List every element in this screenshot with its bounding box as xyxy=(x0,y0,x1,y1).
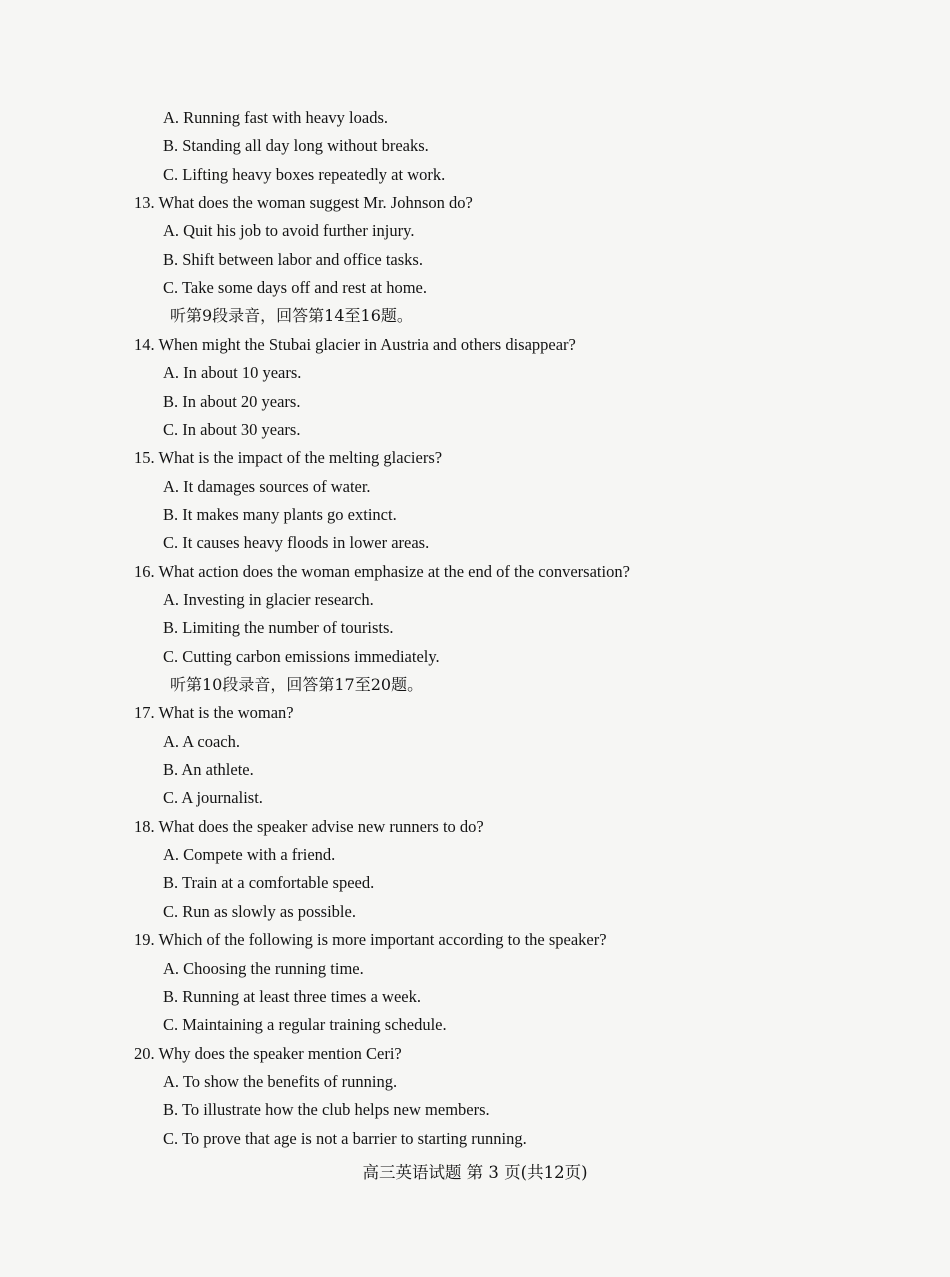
answer-option: B. In about 20 years. xyxy=(163,392,301,411)
answer-option: A. In about 10 years. xyxy=(163,363,302,382)
answer-option: A. Choosing the running time. xyxy=(163,959,364,978)
answer-option: C. To prove that age is not a barrier to starting running. xyxy=(163,1129,527,1148)
answer-option: B. To illustrate how the club helps new members. xyxy=(163,1100,490,1119)
answer-option: C. Run as slowly as possible. xyxy=(163,902,356,921)
question-stem: 19. Which of the following is more important according to the speaker? xyxy=(134,930,607,949)
question-stem: 15. What is the impact of the melting glaciers? xyxy=(134,448,443,467)
answer-option: A. It damages sources of water. xyxy=(163,477,371,496)
answer-option: C. Lifting heavy boxes repeatedly at work. xyxy=(163,165,446,184)
section-instruction: 听第10段录音，回答第17至20题。 xyxy=(170,675,424,694)
answer-option: C. In about 30 years. xyxy=(163,420,301,439)
answer-option: B. It makes many plants go extinct. xyxy=(163,505,397,524)
answer-option: C. Take some days off and rest at home. xyxy=(163,278,428,297)
question-stem: 17. What is the woman? xyxy=(134,703,294,722)
answer-option: B. Standing all day long without breaks. xyxy=(163,136,429,155)
answer-option: B. Train at a comfortable speed. xyxy=(163,873,375,892)
question-stem: 18. What does the speaker advise new runners to do? xyxy=(134,817,484,836)
question-stem: 20. Why does the speaker mention Ceri? xyxy=(134,1044,402,1063)
answer-option: C. Cutting carbon emissions immediately. xyxy=(163,647,440,666)
answer-option: B. An athlete. xyxy=(163,760,254,779)
answer-option: B. Shift between labor and office tasks. xyxy=(163,250,423,269)
answer-option: B. Limiting the number of tourists. xyxy=(163,618,394,637)
answer-option: A. Investing in glacier research. xyxy=(163,590,374,609)
answer-option: C. A journalist. xyxy=(163,788,263,807)
answer-option: A. To show the benefits of running. xyxy=(163,1072,398,1091)
question-stem: 13. What does the woman suggest Mr. Johnson do? xyxy=(134,193,473,212)
answer-option: A. Compete with a friend. xyxy=(163,845,336,864)
section-instruction: 听第9段录音，回答第14至16题。 xyxy=(170,306,413,325)
answer-option: A. Running fast with heavy loads. xyxy=(163,108,389,127)
answer-option: B. Running at least three times a week. xyxy=(163,987,421,1006)
question-stem: 16. What action does the woman emphasize at the end of the conversation? xyxy=(134,562,630,581)
answer-option: A. Quit his job to avoid further injury. xyxy=(163,221,415,240)
answer-option: C. It causes heavy floods in lower areas. xyxy=(163,533,430,552)
page-footer: 高三英语试题 第 3 页(共12页) xyxy=(362,1163,588,1182)
question-stem: 14. When might the Stubai glacier in Austria and others disappear? xyxy=(134,335,576,354)
answer-option: A. A coach. xyxy=(163,732,240,751)
answer-option: C. Maintaining a regular training schedule. xyxy=(163,1015,447,1034)
